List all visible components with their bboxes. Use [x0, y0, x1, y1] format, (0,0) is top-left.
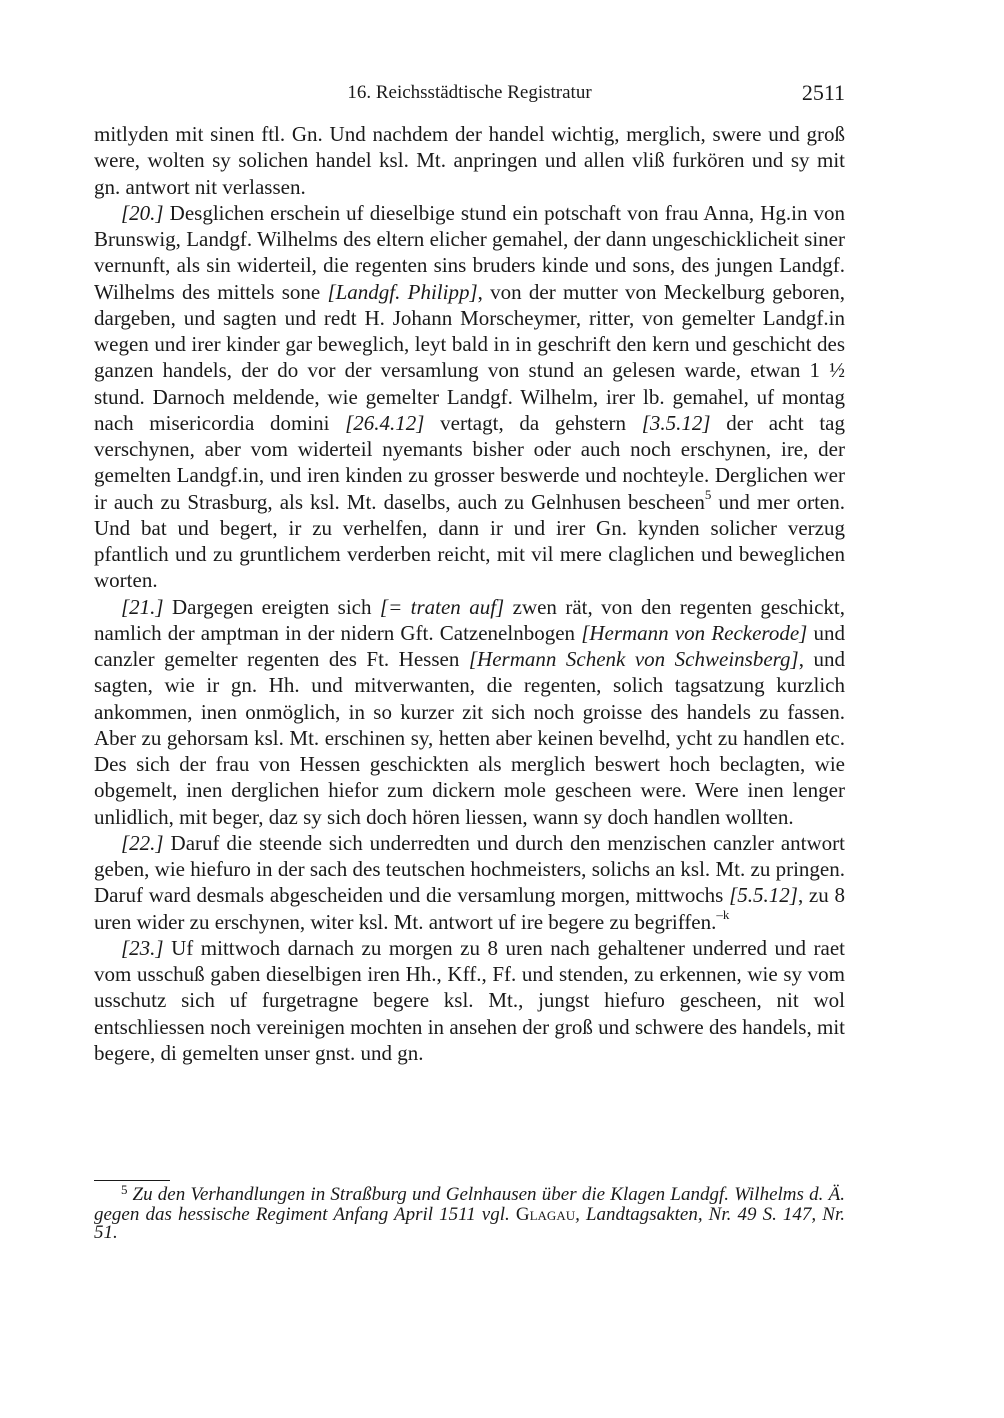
date-note: [5.5.12] — [729, 883, 798, 908]
footnote-text: , Landtagsakten, Nr. 49 S. 147, Nr. 51. — [94, 1203, 845, 1243]
section-number: [20.] — [121, 200, 164, 225]
paragraph-21 — [94, 594, 845, 830]
date-note: [26.4.12] — [345, 410, 425, 435]
text-run: Desglichen erschein uf dieselbige stund ein potschaft von frau Anna, Hg.in von Brunswig, Landgf. Wilhelms des eltern elicher gemahel, der dann ungeschicklicheit siner vernunft, als sin widerteil, die regenten sins bruders kinde und sons, des jungen Landgf. Wilhelms des mittels sone — [94, 200, 845, 304]
text-run: der acht tag verschynen, aber vom widerteil nyemants bisher oder auch noch erschynen, ire, der gemelten Landgf.in, und iren kinden zu grosser beswerde und nochteyle. Derglichen wer ir auch zu Strasburg, als ksl. Mt. daselbs, auch zu Gelnhusen bescheen — [94, 410, 845, 514]
footnote-number: 5 — [121, 1182, 128, 1197]
text-run: Daruf die steende sich underredten und durch den menzischen canzler antwort geben, wie hiefuro in der sach des teutschen hochmeisters, solichs an ksl. Mt. zu pringen. Daruf ward desmals abgescheiden und die versamlung morgen, mittwochs — [94, 830, 845, 908]
text-run: Dargegen ereigten sich — [163, 594, 380, 619]
date-note: [3.5.12] — [641, 410, 711, 435]
section-number: [23.] — [121, 935, 164, 960]
editorial-note: [Landgf. Philipp] — [327, 279, 478, 304]
editorial-note: [Hermann von Reckerode] — [581, 620, 808, 645]
text-run: vertagt, da gehstern — [424, 410, 642, 435]
text-run: und mer orten. Und bat und begert, ir zu verhelfen, dann ir und irer Gn. kynden solicher verzug pfantlich und zu gruntlichem verderben reicht, mit vil mere claglichen und beweglichen worten. — [94, 489, 845, 593]
paragraph-22 — [94, 830, 845, 935]
text-run: , zu 8 uren wider zu erschynen, witer ksl. Mt. antwort uf ire begere zu begriffen. — [94, 883, 845, 934]
footnote-5 — [94, 1182, 845, 1243]
text-run: , von der mutter von Meckelburg geboren, dargeben, und sagten und redt H. Johann Morscheymer, ritter, von gemelter Landgf.in wegen und irer kinder gar beweglich, leyt bald in in geschrift den kern und geschicht des ganzen handels, der do vor der versamlung von stund an gelesen warde, etwan 1 ½ stund. Darnoch meldende, wie gemelter Landgf. Wilhelm, irer lb. gemahel, uf montag nach misericordia domini — [94, 279, 845, 435]
running-head: 16. Reichsstädtische Registratur — [347, 82, 592, 103]
text-run: , und sagten, wie ir gn. Hh. und mitverwanten, die regenten, solich tagsatzung kurzlich ankommen, inen onmöglich, in so kurzer zit sich noch groisse des handels zu fassen. Aber zu gehorsam ksl. Mt. erschinen sy, hetten aber keinen bevelhd, ycht zu handlen etc. Des sich der frau von Hessen geschickten als merglich beswert hoch beclagten, wie obgemelt, inen derglichen hiefor zum dickern mole gescheen were. Were inen lenger unlidlich, mit beger, daz sy sich doch hören liessen, wann sy doch handlen wollten. — [94, 647, 845, 829]
footnote-reference[interactable]: 5 — [704, 486, 712, 502]
section-number: [22.] — [121, 830, 164, 855]
editorial-note: [Hermann Schenk von Schweinsberg] — [468, 647, 799, 671]
section-number: [21.] — [121, 594, 164, 619]
footnote-divider — [94, 1180, 170, 1181]
text-run: und canzler gemelter regenten des Ft. Hessen — [94, 620, 845, 671]
paragraph-23 — [94, 935, 845, 1066]
page-header — [94, 80, 845, 108]
page-number: 2511 — [801, 80, 845, 105]
paragraph-20 — [94, 200, 845, 594]
text-run: Uf mittwoch darnach zu morgen zu 8 uren nach gehaltener underred und raet vom usschuß gaben dieselbigen iren Hh., Kff., Ff. und stenden, zu erkennen, wie sy vom usschutz sich uf furgetragne begere ksl. Mt., jungst hiefuro gescheen, nit wol entschliessen noch vereinigen mochten in ansehen der groß und schwere des handels, mit begere, di gemelten unser gnst. und gn. — [94, 935, 845, 1065]
variant-mark: –k — [716, 906, 730, 922]
text-run: zwen rät, von den regenten geschickt, namlich der amptman in der nidern Gft. Catzenelnbogen — [94, 594, 845, 645]
main-text — [94, 121, 845, 1066]
paragraph-continuation — [94, 121, 845, 200]
footnote-text: Zu den Verhandlungen in Straßburg und Gelnhausen über die Klagen Landgf. Wilhelms d. Ä. gegen das hessische Regiment Anfang April 1511 vgl. — [94, 1184, 845, 1225]
text-run: mitlyden mit sinen ftl. Gn. Und nachdem der handel wichtig, merglich, swere und groß were, wolten sy solichen handel ksl. Mt. anpringen und allen vliß furkören und sy mit gn. antwort nit verlassen. — [94, 122, 845, 199]
editorial-note: [= traten auf] — [379, 594, 505, 619]
footnote-author: Glagau — [515, 1203, 576, 1225]
